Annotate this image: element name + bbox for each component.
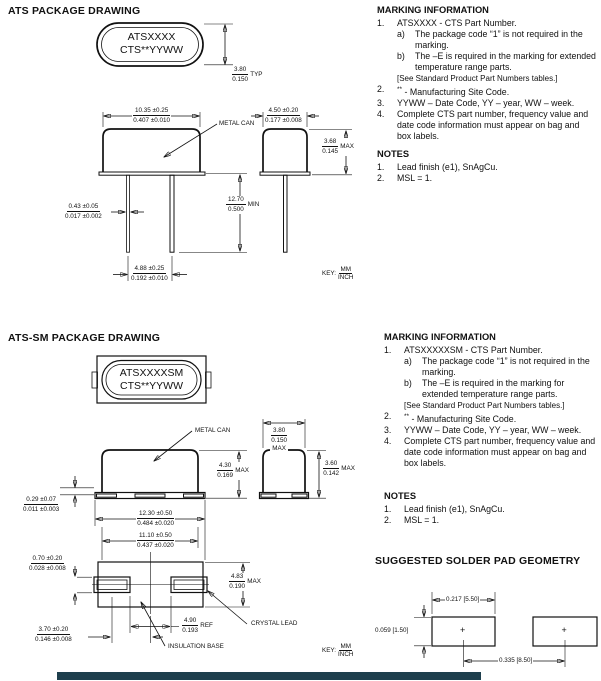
atssm-notes: NOTES 1. Lead finish (e1), SnAgCu. 2. MSL = 1.	[384, 491, 597, 526]
see-tables-note: [See Standard Product Part Numbers tables.]	[404, 401, 565, 410]
right-pad-center-mark: +	[561, 625, 567, 635]
dim-atssm-side-height: $\frac{3.60}{0.142}$ MAX	[323, 460, 355, 477]
see-tables-note: [See Standard Product Part Numbers tables.]	[397, 74, 558, 83]
atssm-package-marking	[103, 367, 200, 393]
dim-ats-oval-height: $\frac{3.80}{0.150}$ TYP	[232, 66, 263, 83]
dim-pad-width: 0.217 [5.50]	[446, 596, 480, 603]
dim-atssm-lead-gap: $\frac{4.90}{0.193}$ REF	[182, 617, 213, 634]
ats-marking-line1: ATSXXXX	[127, 31, 176, 43]
marking-info-heading: MARKING INFORMATION	[384, 332, 496, 342]
atssm-units-key: KEY: $\frac{MM}{\text{INCH}}$	[322, 643, 354, 658]
atssm-marking-line1: ATSXXXXSM	[119, 367, 184, 379]
dim-pad-pitch: 0.335 [8.50]	[499, 657, 533, 664]
atssm-marking-line2: CTS**YYWW	[120, 380, 183, 392]
insulation-base-label: INSULATION BASE	[168, 643, 224, 650]
solder-pad-art	[414, 592, 597, 667]
ats-metal-can-label: METAL CAN	[219, 120, 255, 127]
notes-heading: NOTES	[384, 491, 417, 501]
marking-info-heading: MARKING INFORMATION	[377, 5, 489, 15]
dim-atssm-overall-length: $\frac{12.30 \pm 0.50}{0.484 \pm 0.020}$	[137, 510, 174, 527]
dim-atssm-can-width: $\frac{3.80}{0.150}$ MAX	[271, 427, 288, 452]
atssm-section-title: ATS-SM PACKAGE DRAWING	[8, 332, 161, 344]
ats-units-key: KEY: $\frac{MM}{\text{INCH}}$	[322, 266, 354, 281]
atssm-metal-can-label: METAL CAN	[195, 427, 231, 434]
dim-atssm-lead-offset: $\frac{3.70 \pm 0.20}{0.146 \pm 0.008}$	[35, 626, 72, 643]
dim-atssm-standoff: $\frac{0.29 \pm 0.07}{0.011 \pm 0.003}$	[23, 496, 60, 513]
ats-section-title: ATS PACKAGE DRAWING	[8, 5, 141, 17]
ats-marking-info: MARKING INFORMATION 1. ATSXXXX - CTS Part Number. a) The package code “1” is not required in the marking. b) The –E is required in the marking for extended temperature range parts. [See Standard Product Part Numbers tables.] 2. ** - Manufacturing Site Code. 3. YYWW – Date Code, YY – year, WW – week. 4. Complete CTS part number, frequency value and date code information must appear on bag and box labels.	[377, 5, 596, 141]
solder-pad-title: SUGGESTED SOLDER PAD GEOMETRY	[375, 555, 581, 567]
dim-ats-lead-length: $\frac{12.70}{0.500}$ MIN	[225, 196, 260, 214]
notes-heading: NOTES	[377, 149, 410, 159]
ats-marking-line2: CTS**YYWW	[120, 44, 183, 56]
dim-atssm-base-width: $\frac{4.83}{0.190}$ MAX	[229, 573, 261, 590]
dim-ats-side-width: $\frac{4.50 \pm 0.20}{0.177 \pm 0.008}$	[265, 107, 302, 124]
dim-pad-height: 0.059 [1.50]	[375, 627, 409, 634]
dim-ats-can-height: $\frac{3.68}{0.145}$ MAX	[322, 138, 354, 155]
ats-side-view-art	[251, 112, 352, 252]
atssm-marking-info: MARKING INFORMATION 1. ATSXXXXXSM - CTS Part Number. a) The package code “1” is not required in the marking. b) The –E is required in the marking for extended temperature range parts. [See Standard Product Part Numbers tables.] 2. ** - Manufacturing Site Code. 3. YYWW – Date Code, YY – year, WW – week. 4. Complete CTS part number, frequency value and date code information must appear on bag and box labels.	[384, 332, 596, 468]
ats-notes: NOTES 1. Lead finish (e1), SnAgCu. 2. MSL = 1.	[377, 149, 596, 184]
crystal-lead-label: CRYSTAL LEAD	[251, 620, 298, 627]
ats-package-marking	[103, 31, 200, 57]
dim-ats-lead-diameter: $\frac{0.43 \pm 0.05}{0.017 \pm 0.002}$	[65, 203, 102, 220]
dim-atssm-base-length: $\frac{11.10 \pm 0.50}{0.437 \pm 0.020}$	[137, 532, 174, 549]
dim-ats-body-width: $\frac{10.35 \pm 0.25}{0.407 \pm 0.010}$	[133, 107, 170, 124]
dim-atssm-lead-thickness: $\frac{0.70 \pm 0.20}{0.028 \pm 0.008}$	[29, 555, 66, 572]
dim-atssm-can-height: $\frac{4.30}{0.169}$ MAX	[217, 462, 249, 479]
dim-ats-lead-spacing: $\frac{4.88 \pm 0.25}{0.192 \pm 0.010}$	[131, 265, 168, 282]
left-pad-center-mark: +	[460, 625, 466, 635]
footer-bar	[57, 672, 481, 680]
